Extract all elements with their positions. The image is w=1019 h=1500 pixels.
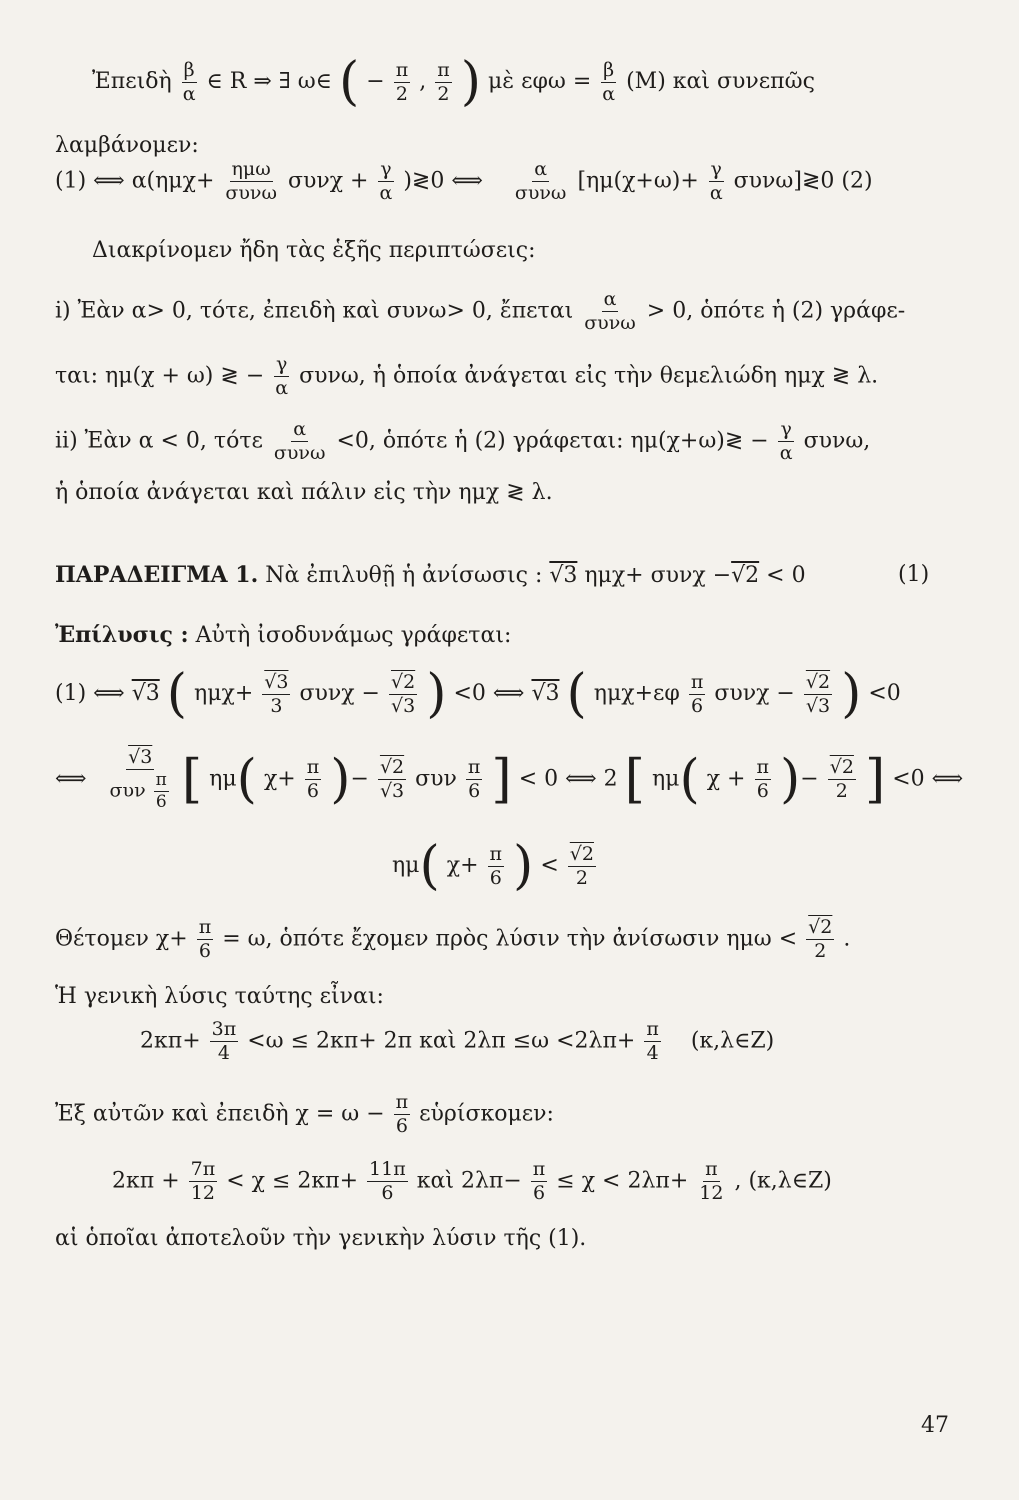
solution-omega: 2κπ+ $\frac{3\pi}{4}$ <ω ≤ 2κπ+ 2π καὶ 2λπ ≤ω <2λπ+ $\frac{\pi}{4}$ (κ,λ∈Z) — [140, 1018, 775, 1064]
fraction-pi-2: $\frac{\pi}{2}$ — [395, 58, 409, 105]
fraction-pi-2b: $\frac{\pi}{2}$ — [437, 58, 450, 105]
equation-step-2: ⟺ √3 συν $\frac{\pi}{6}$ [ ημ( χ+ $\frac{\pi}{6}$ )− $\frac{√2}{√3}$ συν $\frac{\pi}{6}$ ] < 0 ⟺ 2 [ ημ( χ + $\frac{\pi}{6}$ )− $\frac{√2}{2}$ ] <0 ⟺ — [55, 746, 964, 812]
solution-x: 2κπ + $\frac{7\pi}{12}$ < χ ≤ 2κπ+ $\frac{11\pi}{6}$ καὶ 2λπ− $\frac{\pi}{6}$ ≤ χ < 2λπ+ $\frac{\pi}{12}$ , (κ,λ∈Z) — [112, 1158, 832, 1204]
line-epilysis: Ἐπίλυσις : Αὐτὴ ἰσοδυνάμως γράφεται: — [55, 622, 512, 648]
line-diakrinomen: Διακρίνομεν ἤδη τὰς ἑξῆς περιπτώσεις: — [92, 238, 536, 263]
line-ex-afton: Ἐξ αὐτῶν καὶ ἐπειδὴ χ = ω − $\frac{\pi}{6}$ εὑρίσκομεν: — [55, 1091, 554, 1137]
case-i: i) Ἐὰν α> 0, τότε, ἐπειδὴ καὶ συνω> 0, ἔπεται $\frac{\alpha}{\text{συνω}}$ > 0, ὁπότε ἡ (2) γράφε- — [55, 288, 906, 334]
right-paren: ) — [460, 52, 481, 112]
case-ii: ii) Ἐὰν α < 0, τότε $\frac{\alpha}{\text{συνω}}$ <0, ὁπότε ἡ (2) γράφεται: ημ(χ+ω)≷ − $\frac{\gamma}{\alpha}$ συνω, — [55, 418, 871, 464]
line-ai-opoiai: αἱ ὁποῖαι ἀποτελοῦν τὴν γενικὴν λύσιν τῆς (1). — [55, 1226, 587, 1251]
line-epeidi: Ἐπειδὴ $\frac{\beta}{\alpha}$ ∈ R ⇒ ∃ ω∈ ( − $\frac{\pi}{2}$ , $\frac{\pi}{2}$ ) μὲ εφω = $\frac{\beta}{\alpha}$ (Μ) καὶ συνεπῶς — [92, 52, 815, 112]
equation-step-3: ημ( χ+ $\frac{\pi}{6}$ ) < $\frac{√2}{2}$ — [392, 836, 594, 896]
equation-1: (1) ⟺ α(ημχ+ $\frac{\text{ημω}}{\text{συνω}}$ συνχ + $\frac{\gamma}{\alpha}$ )≷0 ⟺ $\frac{\alpha}{\text{συνω}}$ [ημ(χ+ω)+ $\frac{\gamma}{\alpha}$ συνω]≷0 (2) — [55, 158, 873, 204]
case-i-cont: ται: ημ(χ + ω) ≷ − $\frac{\gamma}{\alpha}$ συνω, ἡ ὁποία ἀνάγεται εἰς τὴν θεμελιώδη ημχ ≷ λ. — [55, 353, 879, 399]
fraction-beta-alpha-2: $\frac{\beta}{\alpha}$ — [602, 58, 616, 105]
line-thetomen: Θέτομεν χ+ $\frac{\pi}{6}$ = ω, ὁπότε ἔχομεν πρὸς λύσιν τὴν ἀνίσωσιν ημω < $\frac{√2}{2}$ . — [55, 916, 851, 962]
fraction-beta-alpha: $\frac{\beta}{\alpha}$ — [182, 58, 196, 105]
equation-step-1: (1) ⟺ √3 ( ημχ+ $\frac{√3}{3}$ συνχ − $\frac{√2}{√3}$ ) <0 ⟺ √3 ( ημχ+εφ $\frac{\pi}{6}$ συνχ − $\frac{√2}{√3}$ ) <0 — [55, 664, 901, 724]
equation-label-1: (1) — [898, 562, 930, 587]
case-ii-cont: ἡ ὁποία ἀνάγεται καὶ πάλιν εἰς τὴν ημχ ≷ λ. — [55, 480, 553, 505]
example-1: ΠΑΡΑΔΕΙΓΜΑ 1. Νὰ ἐπιλυθῇ ἡ ἀνίσωσις : √3 ημχ+ συνχ −√2 < 0 — [55, 562, 806, 588]
left-paren: ( — [338, 52, 360, 112]
line-geniki: Ἡ γενικὴ λύσις ταύτης εἶναι: — [55, 984, 384, 1009]
line-lamvanomen: λαμβάνομεν: — [55, 133, 199, 158]
page-number: 47 — [921, 1413, 949, 1438]
